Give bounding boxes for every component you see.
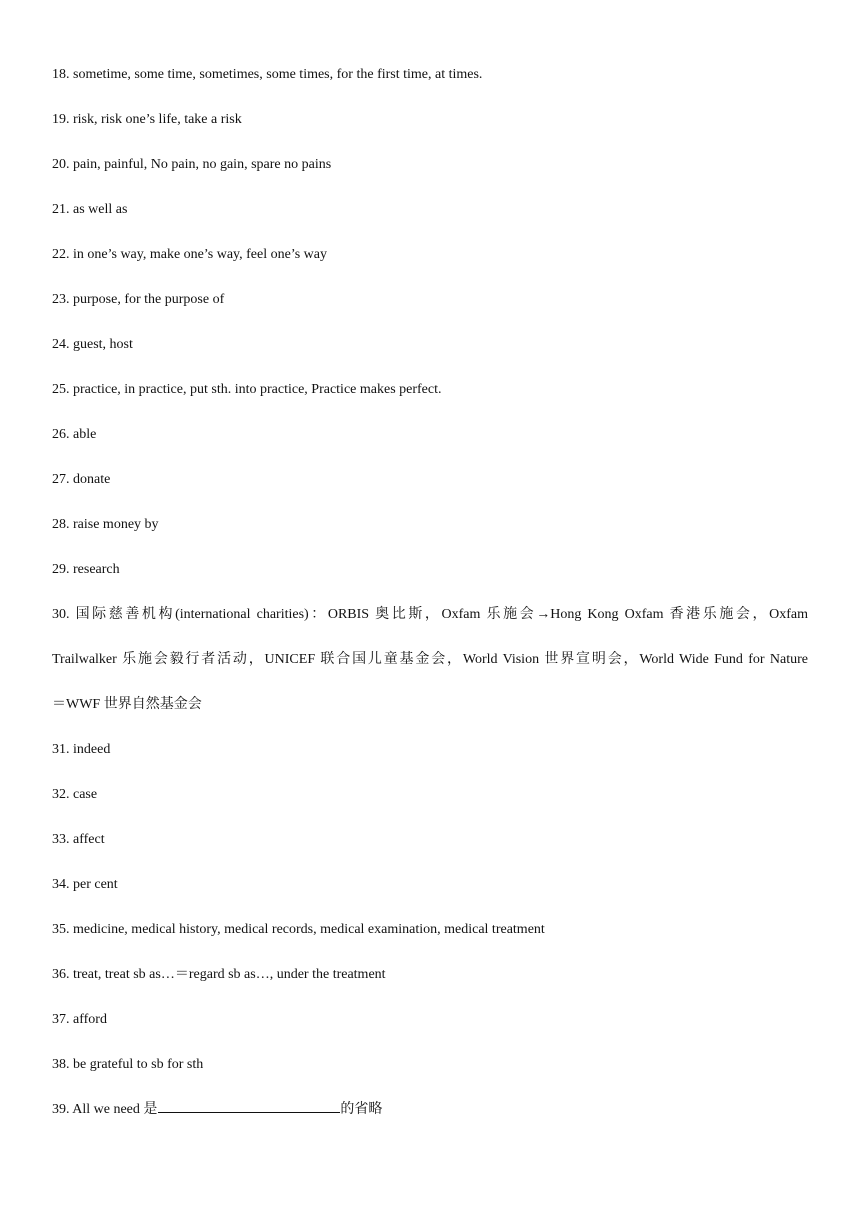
list-item-18: 18. sometime, some time, sometimes, some times, for the first time, at times. (52, 67, 483, 82)
list-item-30-line-2: Trailwalker 乐施会毅行者活动，UNICEF 联合国儿童基金会，World Vision 世界宣明会，World Wide Fund for Nature (52, 652, 808, 667)
list-item-35: 35. medicine, medical history, medical records, medical examination, medical treatment (52, 922, 545, 937)
fill-in-blank (158, 1098, 340, 1113)
list-item-24: 24. guest, host (52, 337, 133, 352)
list-item-30 (52, 602, 808, 737)
list-item-31: 31. indeed (52, 742, 111, 757)
list-item-21: 21. as well as (52, 202, 128, 217)
document-page (52, 62, 808, 1142)
list-item-39 (52, 1097, 808, 1142)
list-item-37: 37. afford (52, 1012, 107, 1027)
list-item-28: 28. raise money by (52, 517, 159, 532)
list-item-29: 29. research (52, 562, 120, 577)
list-item-25: 25. practice, in practice, put sth. into practice, Practice makes perfect. (52, 382, 442, 397)
list-item-34: 34. per cent (52, 877, 118, 892)
list-item-33: 33. affect (52, 832, 105, 847)
list-item-39-suffix: 的省略 (340, 1102, 383, 1117)
list-item-23: 23. purpose, for the purpose of (52, 292, 225, 307)
list-item-36: 36. treat, treat sb as…＝regard sb as…, under the treatment (52, 967, 386, 982)
list-item-20: 20. pain, painful, No pain, no gain, spare no pains (52, 157, 332, 172)
list-item-30-line-1: 30. 国际慈善机构(international charities)：ORBIS 奥比斯，Oxfam 乐施会→Hong Kong Oxfam 香港乐施会，Oxfam (52, 607, 808, 622)
list-item-30-line-3: ＝WWF 世界自然基金会 (52, 697, 202, 712)
list-item-22: 22. in one’s way, make one’s way, feel one’s way (52, 247, 327, 262)
list-item-32: 32. case (52, 787, 98, 802)
list-item-38: 38. be grateful to sb for sth (52, 1057, 204, 1072)
list-item-19: 19. risk, risk one’s life, take a risk (52, 112, 242, 127)
list-item-27: 27. donate (52, 472, 111, 487)
list-item-26: 26. able (52, 427, 97, 442)
list-item-39-prefix: 39. All we need 是 (52, 1102, 158, 1117)
